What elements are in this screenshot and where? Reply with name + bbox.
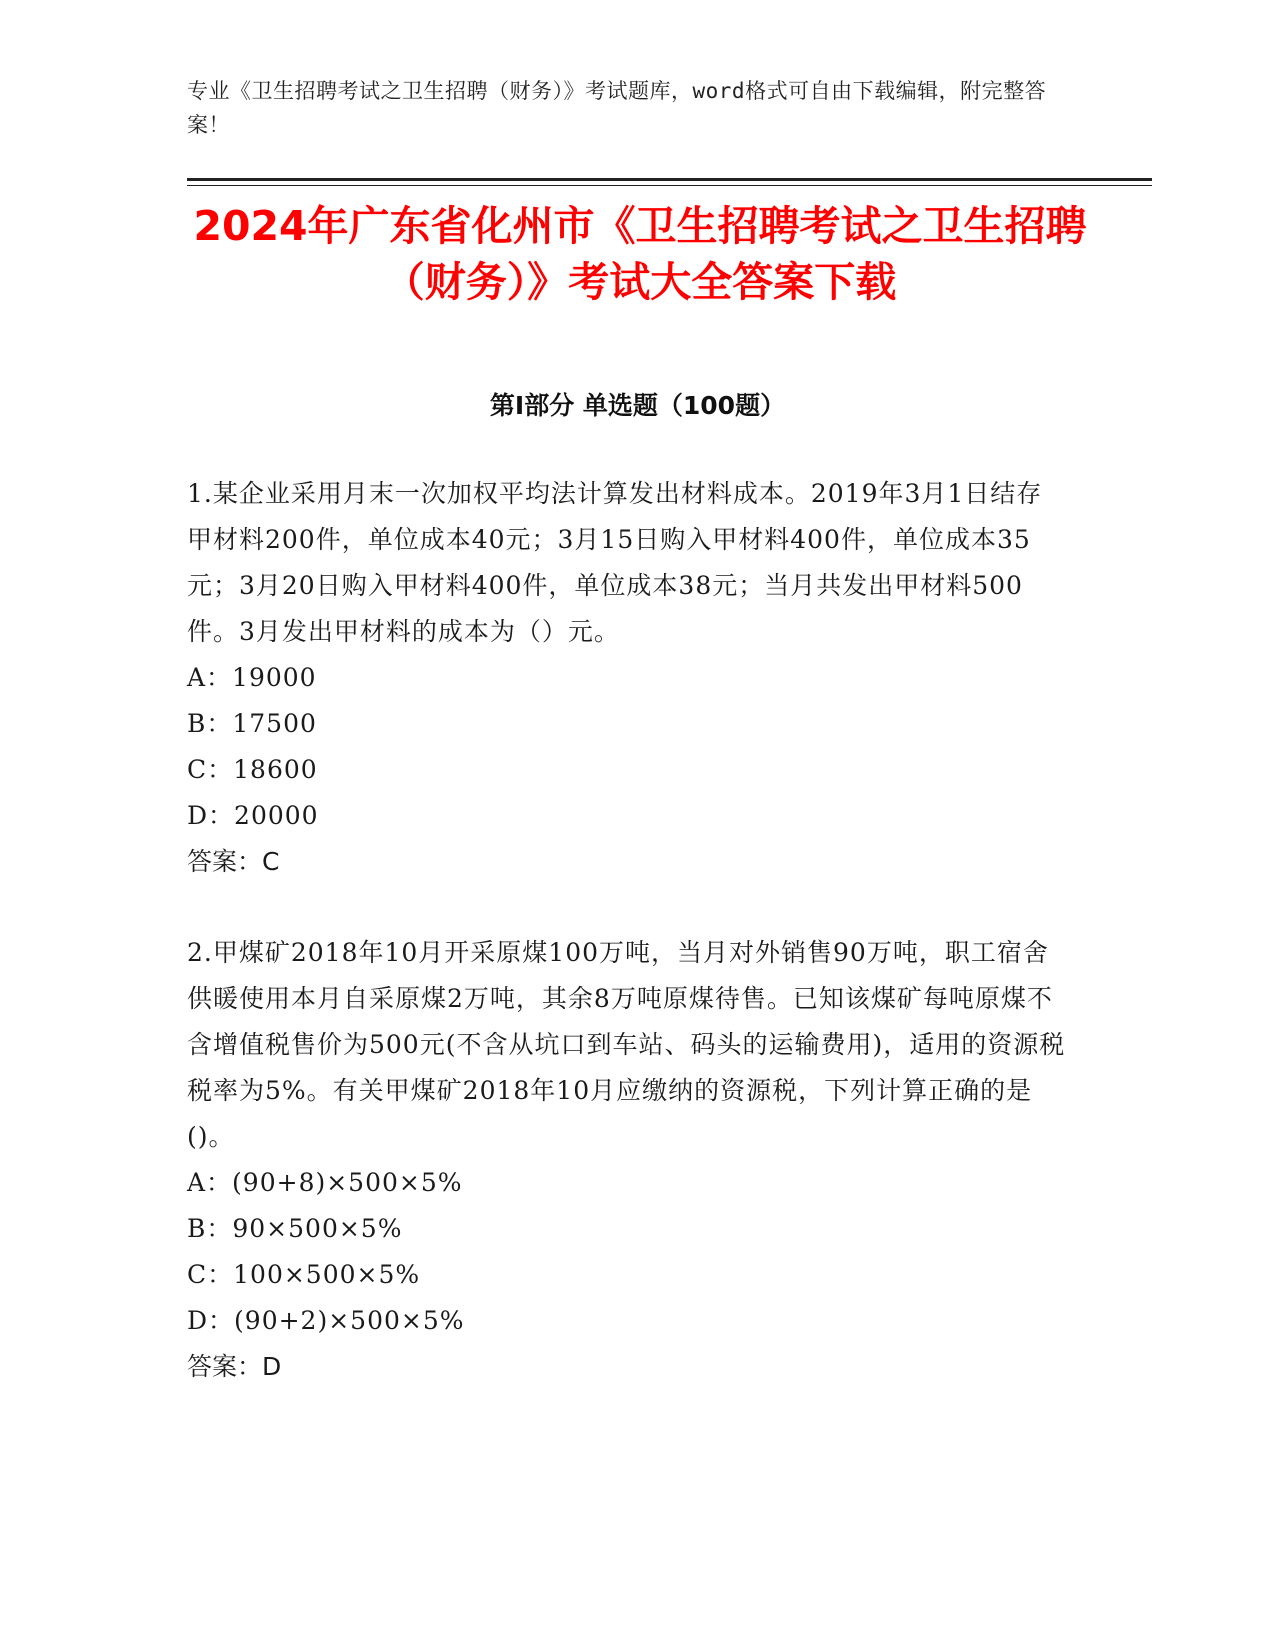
question-stem: 2.甲煤矿2018年10月开采原煤100万吨，当月对外销售90万吨，职工宿舍供暖使用本月自采原煤2万吨，其余8万吨原煤待售。已知该煤矿每吨原煤不含增值税售价为500元(不含从坑口到车站、码头的运输费用)，适用的资源税税率为5%。有关甲煤矿2018年10月应缴纳的资源税，下列计算正确的是()。 [187, 938, 1066, 1151]
option-b: B：90×500×5% [187, 1214, 403, 1243]
option-a: A：19000 [187, 663, 317, 692]
header-divider-thick [187, 178, 1152, 181]
option-d: D：20000 [187, 801, 319, 830]
answer: 答案：D [187, 1352, 282, 1381]
header-divider-thin [187, 185, 1152, 186]
option-b: B：17500 [187, 709, 317, 738]
question-stem: 1.某企业采用月末一次加权平均法计算发出材料成本。2019年3月1日结存甲材料200件，单位成本40元；3月15日购入甲材料400件，单位成本35元；3月20日购入甲材料400件，单位成本38元；当月共发出甲材料500件。3月发出甲材料的成本为（）元。 [187, 479, 1043, 646]
section-title: 第Ⅰ部分 单选题（100题） [489, 391, 786, 420]
question-2 [187, 930, 1067, 1390]
option-a: A：(90+8)×500×5% [187, 1168, 463, 1197]
question-1 [187, 471, 1067, 885]
document-title: 2024年广东省化州市《卫生招聘考试之卫生招聘（财务）》考试大全答案下载 [193, 202, 1087, 306]
option-c: C：18600 [187, 755, 318, 784]
option-c: C：100×500×5% [187, 1260, 421, 1289]
option-d: D：(90+2)×500×5% [187, 1306, 465, 1335]
answer: 答案：C [187, 847, 280, 876]
header-note: 专业《卫生招聘考试之卫生招聘（财务）》考试题库，word格式可自由下载编辑，附完整答案！ [187, 79, 1047, 137]
